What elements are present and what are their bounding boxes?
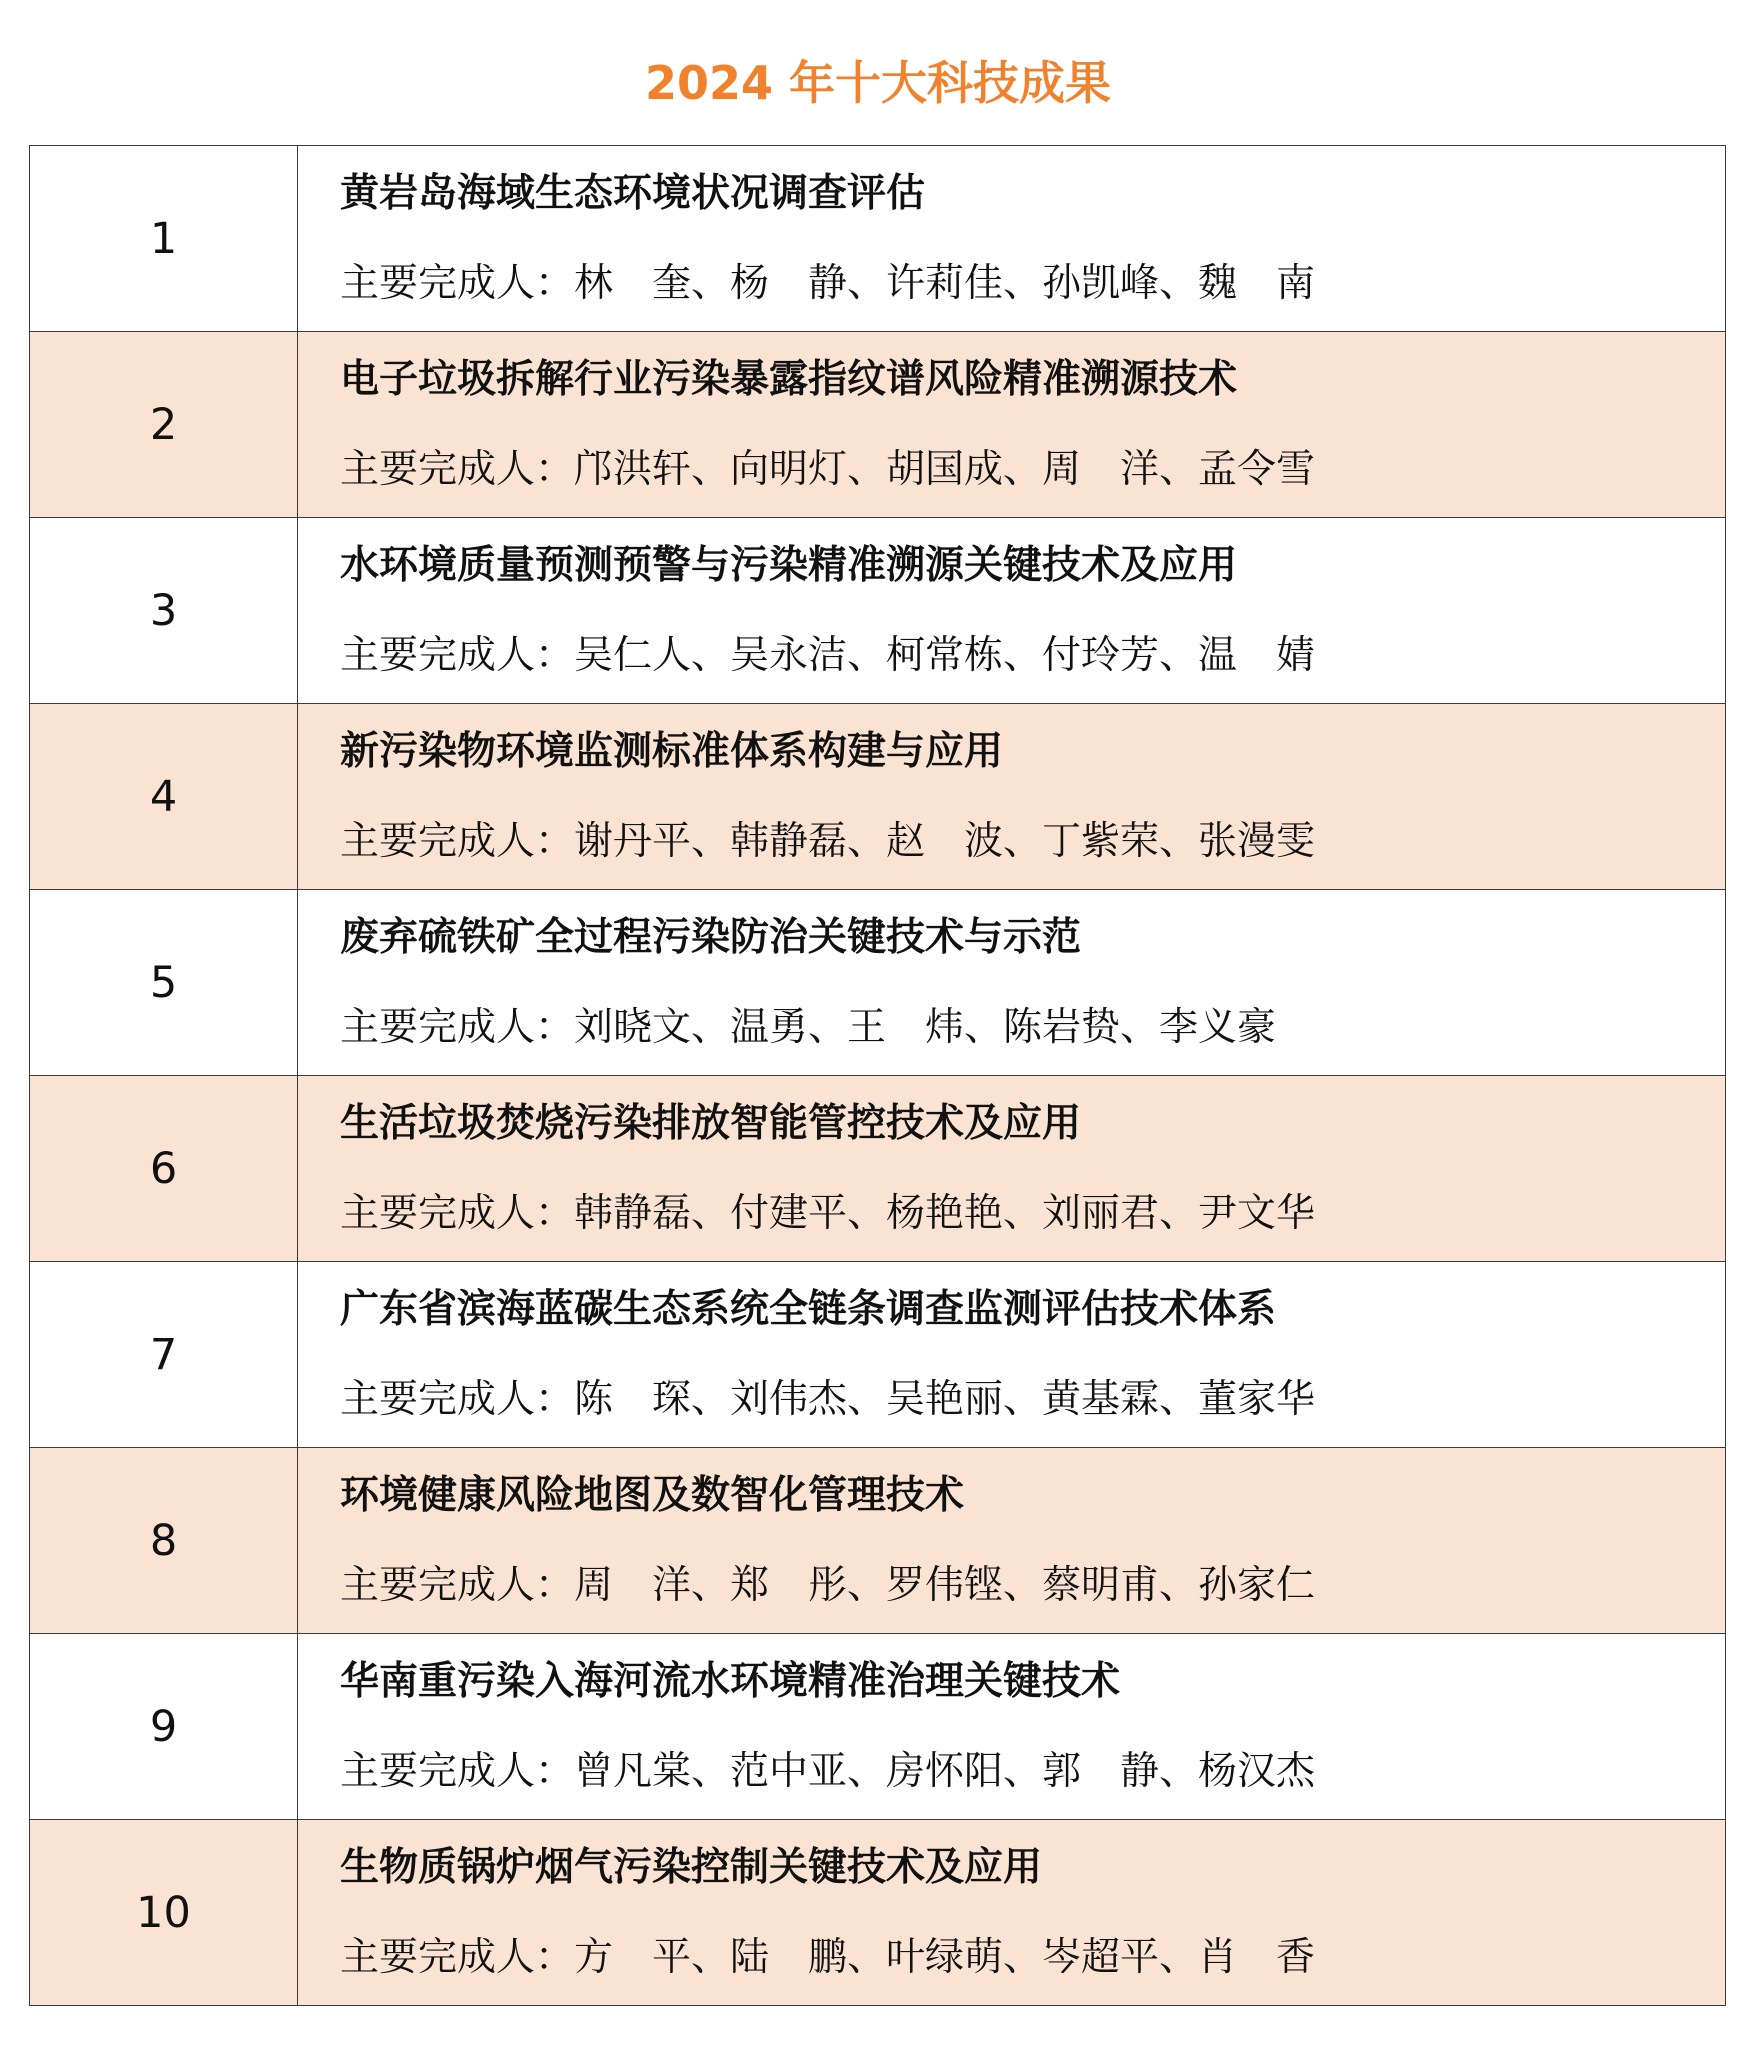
achievements-table — [29, 145, 1726, 2006]
row-content — [298, 1076, 1726, 1262]
project-name: 电子垃圾拆解行业污染暴露指纹谱风险精准溯源技术 — [340, 356, 1238, 402]
row-content — [298, 1448, 1726, 1634]
team-line — [340, 1933, 1725, 1983]
table-row — [30, 1634, 1726, 1820]
team-line — [340, 817, 1725, 867]
team-line — [340, 445, 1725, 495]
project-name: 新污染物环境监测标准体系构建与应用 — [340, 728, 1004, 774]
team-members: 谢丹平、韩静磊、赵 波、丁紫荣、张漫雯 — [574, 818, 1316, 864]
team-line — [340, 1561, 1725, 1611]
row-content — [298, 1262, 1726, 1448]
row-content — [298, 1634, 1726, 1820]
team-prefix: 主要完成人： — [340, 632, 575, 678]
row-number: 10 — [30, 1820, 298, 2006]
row-number: 3 — [30, 518, 298, 704]
team-members: 周 洋、郑 彤、罗伟铿、蔡明甫、孙家仁 — [574, 1562, 1316, 1608]
team-line — [340, 259, 1725, 309]
table-row — [30, 518, 1726, 704]
team-prefix: 主要完成人： — [340, 1562, 575, 1608]
project-name: 黄岩岛海域生态环境状况调查评估 — [340, 170, 926, 216]
team-prefix: 主要完成人： — [340, 818, 575, 864]
team-members: 邝洪轩、向明灯、胡国成、周 洋、孟令雪 — [574, 446, 1316, 492]
row-number: 5 — [30, 890, 298, 1076]
row-number: 4 — [30, 704, 298, 890]
row-content — [298, 1820, 1726, 2006]
table-row — [30, 146, 1726, 332]
team-prefix: 主要完成人： — [340, 1748, 575, 1794]
row-content — [298, 332, 1726, 518]
team-prefix: 主要完成人： — [340, 446, 575, 492]
table-row — [30, 890, 1726, 1076]
row-number: 1 — [30, 146, 298, 332]
project-name: 环境健康风险地图及数智化管理技术 — [340, 1472, 965, 1518]
team-line — [340, 1747, 1725, 1797]
team-prefix: 主要完成人： — [340, 1934, 575, 1980]
team-members: 韩静磊、付建平、杨艳艳、刘丽君、尹文华 — [574, 1190, 1316, 1236]
page-title: 2024 年十大科技成果 — [644, 56, 1112, 110]
table-row — [30, 332, 1726, 518]
table-row — [30, 1262, 1726, 1448]
team-prefix: 主要完成人： — [340, 1190, 575, 1236]
team-members: 吴仁人、吴永洁、柯常栋、付玲芳、温 婧 — [574, 632, 1316, 678]
table-row — [30, 1076, 1726, 1262]
table-row — [30, 1820, 1726, 2006]
row-number: 6 — [30, 1076, 298, 1262]
row-content — [298, 518, 1726, 704]
team-line — [340, 631, 1725, 681]
team-prefix: 主要完成人： — [340, 260, 575, 306]
project-name: 华南重污染入海河流水环境精准治理关键技术 — [340, 1658, 1121, 1704]
team-prefix: 主要完成人： — [340, 1376, 575, 1422]
team-line — [340, 1189, 1725, 1239]
project-name: 广东省滨海蓝碳生态系统全链条调查监测评估技术体系 — [340, 1286, 1277, 1332]
table-row — [30, 1448, 1726, 1634]
team-line — [340, 1003, 1725, 1053]
project-name: 废弃硫铁矿全过程污染防治关键技术与示范 — [340, 914, 1082, 960]
project-name: 生物质锅炉烟气污染控制关键技术及应用 — [340, 1844, 1043, 1890]
row-number: 8 — [30, 1448, 298, 1634]
row-number: 9 — [30, 1634, 298, 1820]
team-members: 刘晓文、温勇、王 炜、陈岩贽、李义豪 — [574, 1004, 1277, 1050]
team-members: 方 平、陆 鹏、叶绿萌、岑超平、肖 香 — [574, 1934, 1316, 1980]
team-prefix: 主要完成人： — [340, 1004, 575, 1050]
table-row — [30, 704, 1726, 890]
row-content — [298, 704, 1726, 890]
row-number: 7 — [30, 1262, 298, 1448]
row-number: 2 — [30, 332, 298, 518]
project-name: 生活垃圾焚烧污染排放智能管控技术及应用 — [340, 1100, 1082, 1146]
team-members: 林 奎、杨 静、许莉佳、孙凯峰、魏 南 — [574, 260, 1316, 306]
team-members: 曾凡棠、范中亚、房怀阳、郭 静、杨汉杰 — [574, 1748, 1316, 1794]
project-name: 水环境质量预测预警与污染精准溯源关键技术及应用 — [340, 542, 1238, 588]
row-content — [298, 890, 1726, 1076]
row-content — [298, 146, 1726, 332]
team-members: 陈 琛、刘伟杰、吴艳丽、黄基霖、董家华 — [574, 1376, 1316, 1422]
team-line — [340, 1375, 1725, 1425]
